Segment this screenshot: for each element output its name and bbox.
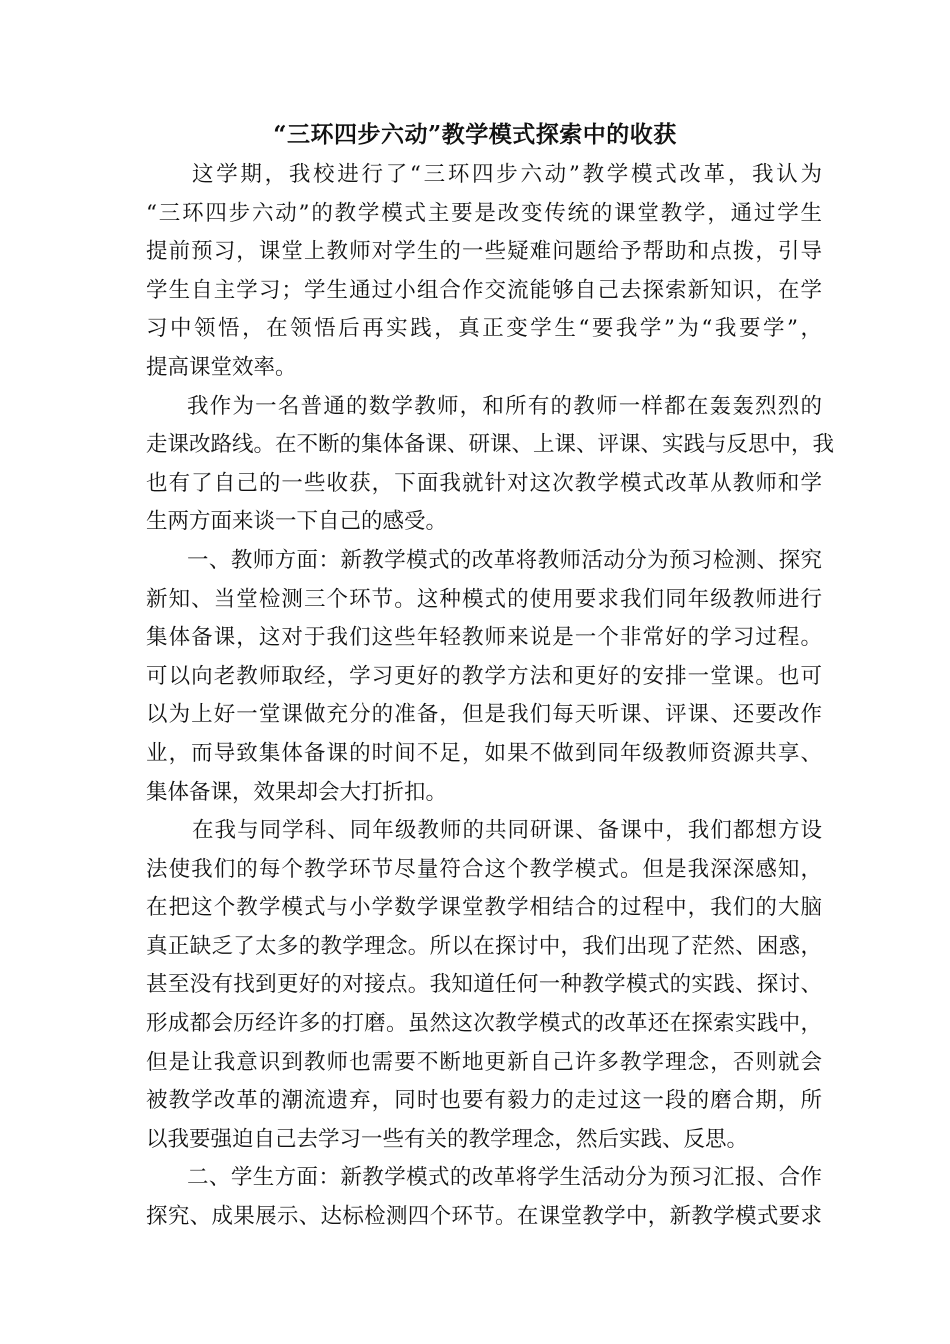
paragraph-line: 也有了自己的一些收获，下面我就针对这次教学模式改革从教师和学 xyxy=(146,470,822,496)
paragraph-line: 走课改路线。在不断的集体备课、研课、上课、评课、实践与反思中，我 xyxy=(146,432,835,458)
paragraph xyxy=(146,388,835,542)
paragraph-line: 这学期，我校进行了“三环四步六动”教学模式改革，我认为 xyxy=(192,162,822,187)
paragraph-line: 业，而导致集体备课的时间不足，如果不做到同年级教师资源共享、 xyxy=(146,740,822,766)
paragraph-line: 以我要强迫自己去学习一些有关的教学理念，然后实践、反思。 xyxy=(146,1126,749,1152)
paragraph-line: 以为上好一堂课做充分的准备，但是我们每天听课、评课、还要改作 xyxy=(146,702,822,728)
paragraph-line: 在我与同学科、同年级教师的共同研课、备课中，我们都想方设 xyxy=(192,818,822,844)
paragraph-line: 集体备课，这对于我们这些年轻教师来说是一个非常好的学习过程。 xyxy=(146,625,822,651)
paragraph-line: 生两方面来谈一下自己的感受。 xyxy=(146,509,448,535)
paragraph-line: 我作为一名普通的数学教师，和所有的教师一样都在轰轰烈烈的 xyxy=(187,393,822,419)
document-body xyxy=(146,156,835,1237)
paragraph-line: 集体备课，效果却会大打折扣。 xyxy=(146,779,448,805)
paragraph-line: 一、教师方面：新教学模式的改革将教师活动分为预习检测、探究 xyxy=(187,547,822,573)
paragraph-line: 被教学改革的潮流遗弃，同时也要有毅力的走过这一段的磨合期，所 xyxy=(146,1088,822,1114)
paragraph-line: 形成都会历经许多的打磨。虽然这次教学模式的改革还在探索实践中， xyxy=(146,1011,822,1037)
paragraph-line: 在把这个教学模式与小学数学课堂教学相结合的过程中，我们的大脑 xyxy=(146,895,822,921)
paragraph-line: 二、学生方面：新教学模式的改革将学生活动分为预习汇报、合作 xyxy=(187,1165,822,1191)
paragraph xyxy=(146,812,822,1159)
paragraph-line: 可以向老教师取经，学习更好的教学方法和更好的安排一堂课。也可 xyxy=(146,663,822,689)
paragraph xyxy=(146,156,822,388)
paragraph-line: 法使我们的每个教学环节尽量符合这个教学模式。但是我深深感知， xyxy=(146,856,822,882)
paragraph-line: 学生自主学习；学生通过小组合作交流能够自己去探索新知识，在学 xyxy=(146,277,822,303)
paragraph xyxy=(146,542,822,812)
paragraph xyxy=(146,1159,822,1236)
paragraph-line: 提高课堂效率。 xyxy=(146,354,297,380)
document-title: “三环四步六动”教学模式探索中的收获 xyxy=(273,121,677,148)
paragraph-line: “三环四步六动”的教学模式主要是改变传统的课堂教学，通过学生 xyxy=(146,200,822,226)
paragraph-line: 探究、成果展示、达标检测四个环节。在课堂教学中，新教学模式要求 xyxy=(146,1204,822,1230)
paragraph-line: 但是让我意识到教师也需要不断地更新自己许多教学理念，否则就会 xyxy=(146,1049,822,1075)
paragraph-line: 新知、当堂检测三个环节。这种模式的使用要求我们同年级教师进行 xyxy=(146,586,822,612)
paragraph-line: 提前预习，课堂上教师对学生的一些疑难问题给予帮助和点拨，引导 xyxy=(146,239,822,265)
paragraph-line: 甚至没有找到更好的对接点。我知道任何一种教学模式的实践、探讨、 xyxy=(146,972,822,998)
paragraph-line: 习中领悟，在领悟后再实践，真正变学生“要我学”为“我要学”， xyxy=(146,316,822,342)
paragraph-line: 真正缺乏了太多的教学理念。所以在探讨中，我们出现了茫然、困惑， xyxy=(146,933,822,959)
